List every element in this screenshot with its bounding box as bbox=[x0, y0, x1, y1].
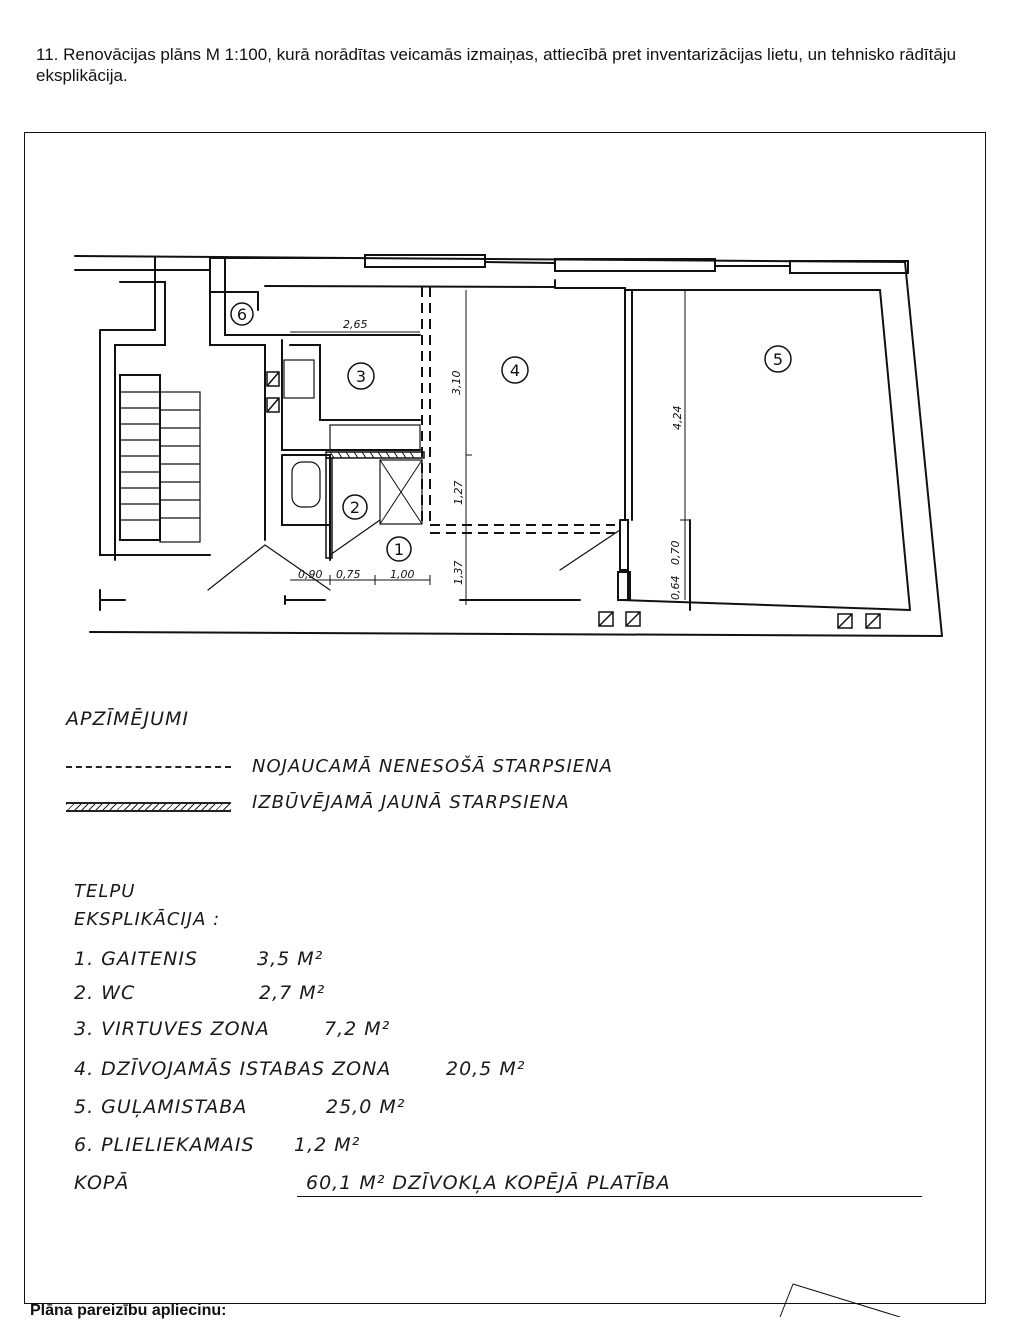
dim-door-b: 0,70 bbox=[669, 540, 682, 565]
legend-title: APZĪMĒJUMI bbox=[66, 708, 189, 730]
dim-room5-height: 4,24 bbox=[671, 405, 684, 430]
room-label: 3. VIRTUVES ZONA bbox=[74, 1018, 270, 1040]
room-area: 20,5 M² bbox=[446, 1058, 526, 1080]
hatched-line-symbol bbox=[66, 802, 231, 812]
dim-room4-height: 3,10 bbox=[450, 370, 463, 395]
room-area: 25,0 M² bbox=[326, 1096, 406, 1118]
room-1-number: 1 bbox=[393, 540, 405, 559]
room-label: 5. GUĻAMISTABA bbox=[74, 1096, 248, 1118]
dim-door-a: 0,64 bbox=[669, 575, 682, 600]
dashed-line-symbol bbox=[66, 766, 231, 774]
room-label: 6. PLIELIEKAMAIS bbox=[74, 1134, 255, 1156]
footer-caption: Plāna pareizību apliecinu: bbox=[30, 1302, 227, 1319]
total-text: 60,1 M² DZĪVOKĻA KOPĒJĀ PLATĪBA bbox=[306, 1172, 671, 1194]
legend-label-hatched: IZBŪVĒJAMĀ JAUNĀ STARPSIENA bbox=[252, 792, 570, 813]
room-2-number: 2 bbox=[349, 498, 361, 517]
dim-corridor-height: 1,37 bbox=[452, 560, 465, 585]
room-area: 2,7 M² bbox=[259, 982, 326, 1004]
page-heading: 11. Renovācijas plāns M 1:100, kurā norādītas veicamās izmaiņas, attiecībā pret inventarizācijas lietu, un tehnisko rādītāju eksplikācija. bbox=[36, 45, 957, 85]
room-area: 7,2 M² bbox=[324, 1018, 391, 1040]
explication-title: TELPU EKSPLIKĀCIJA : bbox=[74, 881, 221, 930]
room-3-number: 3 bbox=[355, 367, 367, 386]
room-label: 1. GAITENIS bbox=[74, 948, 198, 970]
room-6-number: 6 bbox=[236, 305, 248, 324]
room-label: 4. DZĪVOJAMĀS ISTABAS ZONA bbox=[74, 1058, 392, 1080]
total-underline bbox=[297, 1196, 922, 1197]
room-4-number: 4 bbox=[509, 361, 521, 380]
room-area: 1,2 M² bbox=[294, 1134, 361, 1156]
legend-label-dashed: NOJAUCAMĀ NENESOŠĀ STARPSIENA bbox=[252, 756, 613, 777]
room-label: 2. WC bbox=[74, 982, 136, 1004]
room-area: 3,5 M² bbox=[257, 948, 324, 970]
dim-corridor-w3: 1,00 bbox=[390, 568, 415, 581]
dim-wc-height: 1,27 bbox=[452, 480, 465, 505]
dim-corridor-w2: 0,75 bbox=[336, 568, 361, 581]
room-5-number: 5 bbox=[772, 350, 784, 369]
dim-corridor-w1: 0,90 bbox=[298, 568, 323, 581]
total-label: KOPĀ bbox=[74, 1172, 130, 1194]
dim-kitchen-width: 2,65 bbox=[343, 318, 368, 331]
